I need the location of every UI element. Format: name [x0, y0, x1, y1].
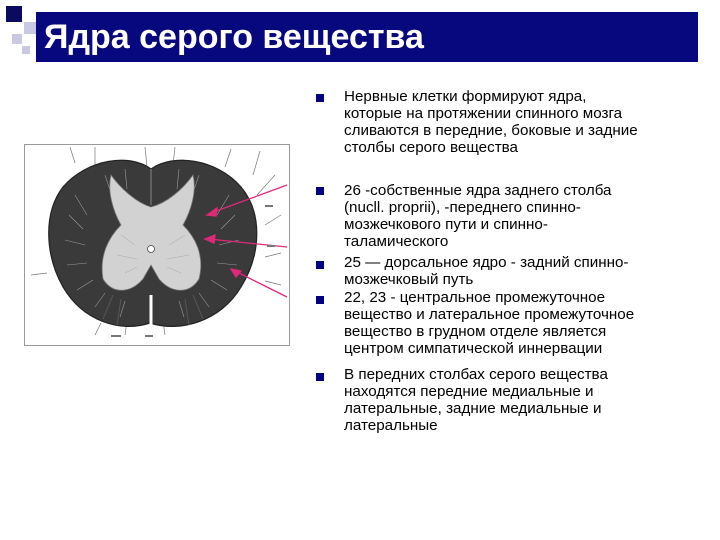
bullet-text-3: 25 — дорсальное ядро - задний спинно- мозжечковый путь: [344, 254, 629, 288]
corner-square-light-1: [24, 22, 36, 34]
bullet-text-1: Нервные клетки формируют ядра, которые на протяжении спинного мозга сливаются в передние, боковые и задние столбы серого вещества: [344, 88, 638, 156]
bullet-marker-1: [316, 94, 324, 102]
bullet-text-4: 22, 23 - центральное промежуточное вещество и латеральное промежуточное вещество в грудном отделе является центром симпатической иннервации: [344, 289, 635, 357]
bullet-marker-3: [316, 261, 324, 269]
bullet-marker-2: [316, 187, 324, 195]
bullet-text-5: В передних столбах серого вещества находятся передние медиальные и латеральные, задние медиальные и латеральные: [344, 366, 608, 434]
corner-square-light-3: [22, 46, 30, 54]
bullet-marker-5: [316, 373, 324, 381]
corner-square-light-2: [12, 34, 22, 44]
bullet-text-2: 26 -собственные ядра заднего столба (nucll. proprii), -переднего спинно- мозжечкового пути и спинно- таламического: [344, 182, 612, 250]
spinal-cord-figure: [24, 144, 290, 346]
spinal-cord-cross-section-icon: [25, 145, 289, 345]
slide-title: Ядра серого вещества: [44, 18, 424, 56]
corner-square-dark: [6, 6, 22, 22]
bullet-marker-4: [316, 296, 324, 304]
